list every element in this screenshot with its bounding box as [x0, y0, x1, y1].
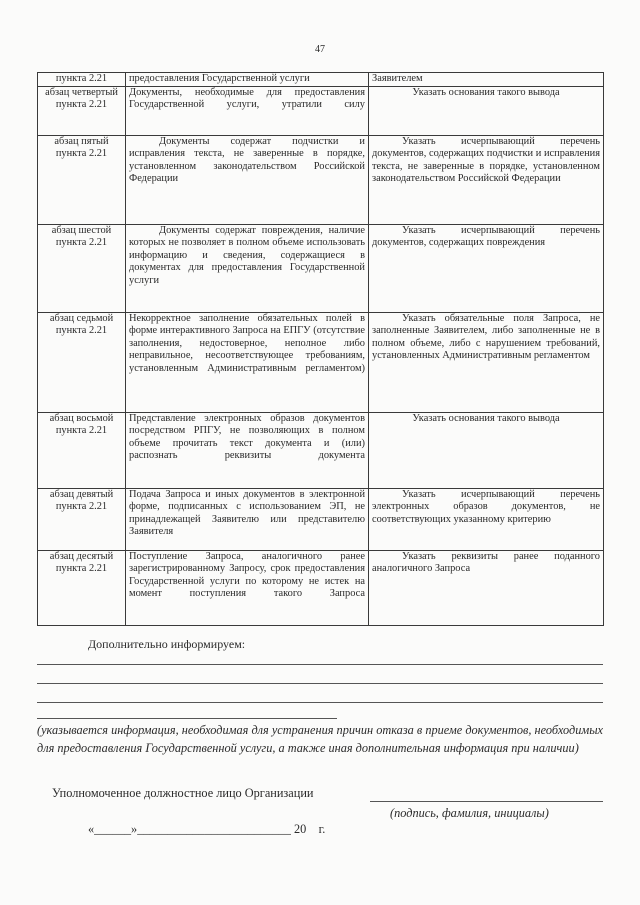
table-row: [38, 551, 604, 626]
row-ref: абзац восьмой пункта 2.21: [38, 413, 126, 489]
row-action: Указать обязательные поля Запроса, не заполненные Заявителем, либо заполненные не в полном объеме, либо с нарушением требований, установленных Административным регламентом: [369, 313, 604, 413]
row-condition: Представление электронных образов документов посредством РПГУ, не позволяющих в полном объеме прочитать текст документа и (или) распознать реквизиты документа: [126, 413, 369, 489]
row-condition: Документы содержат повреждения, наличие которых не позволяет в полном объеме использовать информацию и сведения, содержащиеся в документах для предоставления Государственной услуги: [126, 225, 369, 313]
row-ref: абзац четвертый пункта 2.21: [38, 87, 126, 136]
row-action: Заявителем: [369, 73, 604, 87]
row-condition: предоставления Государственной услуги: [126, 73, 369, 87]
row-action: Указать исчерпывающий перечень документов, содержащих повреждения: [369, 225, 604, 313]
row-ref: абзац пятый пункта 2.21: [38, 136, 126, 225]
table-row: [38, 489, 604, 551]
row-action: Указать исчерпывающий перечень электронных образов документов, не соответствующих указанному критерию: [369, 489, 604, 551]
row-action: Указать исчерпывающий перечень документов, содержащих подчистки и исправления текста, не заверенные в порядке, установленном законодательством Российской Федерации: [369, 136, 604, 225]
explanatory-note: (указывается информация, необходимая для устранения причин отказа в приеме документов, необходимых для предоставления Государственной услуги, а также иная дополнительная информация при наличии): [37, 723, 603, 755]
row-ref: пункта 2.21: [38, 73, 126, 87]
refusal-reasons-table: [37, 72, 604, 626]
table-row: [38, 73, 604, 87]
row-condition: Некорректное заполнение обязательных полей в форме интерактивного Запроса на ЕПГУ (отсутствие заполнения, недостоверное, неполное либо неправильное, несоответствующее требованиям, установленным Административным регламентом): [126, 313, 369, 413]
row-action: Указать основания такого вывода: [369, 413, 604, 489]
row-action: Указать реквизиты ранее поданного аналогичного Запроса: [369, 551, 604, 626]
page-number: 47: [315, 44, 325, 55]
additional-info-label: Дополнительно информируем:: [88, 637, 246, 651]
row-ref: абзац десятый пункта 2.21: [38, 551, 126, 626]
table-row: [38, 87, 604, 136]
table-row: [38, 413, 604, 489]
row-ref: абзац девятый пункта 2.21: [38, 489, 126, 551]
row-action: Указать основания такого вывода: [369, 87, 604, 136]
table-row: [38, 225, 604, 313]
signer-label: Уполномоченное должностное лицо Организации: [52, 786, 314, 800]
fill-in-line: [37, 702, 603, 703]
signature-line: [370, 801, 603, 802]
date-line: «______»_________________________ 20 г.: [88, 822, 326, 836]
row-ref: абзац седьмой пункта 2.21: [38, 313, 126, 413]
fill-in-line: [37, 718, 337, 719]
fill-in-line: [37, 664, 603, 665]
signature-caption: (подпись, фамилия, инициалы): [390, 806, 549, 820]
row-condition: Документы содержат подчистки и исправления текста, не заверенные в порядке, установленном законодательством Российской Федерации: [126, 136, 369, 225]
table-row: [38, 313, 604, 413]
row-condition: Поступление Запроса, аналогичного ранее зарегистрированному Запросу, срок предоставления Государственной услуги по которому не истек на момент поступления такого Запроса: [126, 551, 369, 626]
fill-in-line: [37, 683, 603, 684]
row-ref: абзац шестой пункта 2.21: [38, 225, 126, 313]
row-condition: Подача Запроса и иных документов в электронной форме, подписанных с использованием ЭП, не принадлежащей Заявителю или представителю Заявителя: [126, 489, 369, 551]
table-row: [38, 136, 604, 225]
row-condition: Документы, необходимые для предоставления Государственной услуги, утратили силу: [126, 87, 369, 136]
